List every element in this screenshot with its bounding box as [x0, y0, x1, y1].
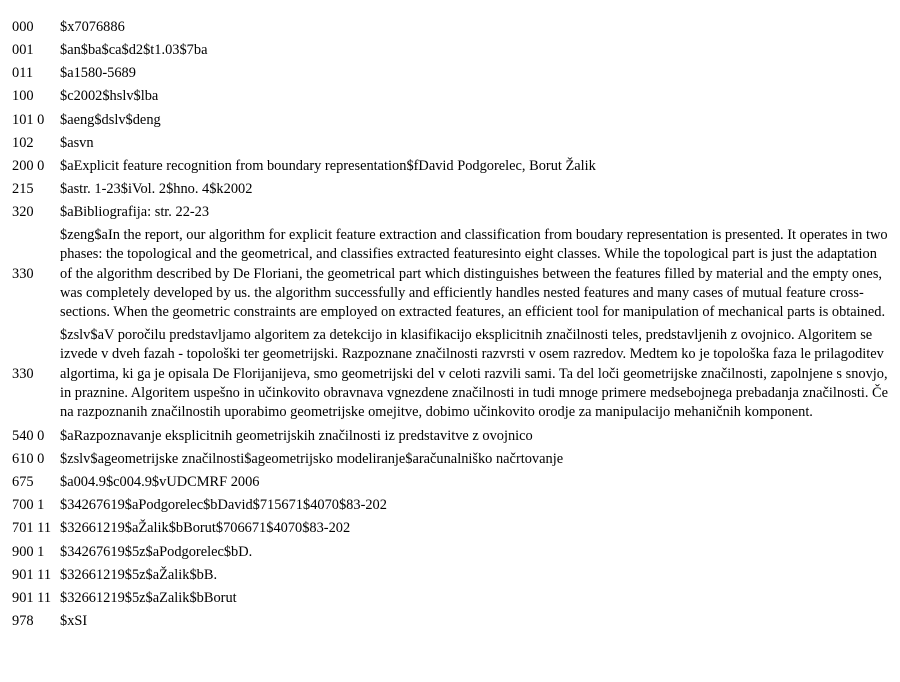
- field-tag: 901 11: [12, 566, 52, 583]
- field-value: $a1580-5689: [60, 65, 136, 82]
- field-tag: 901 11: [12, 589, 52, 606]
- field-value: $c2002$hslv$lba: [60, 88, 159, 105]
- field-value: $a004.9$c004.9$vUDCMRF 2006: [60, 474, 260, 491]
- field-value: $32661219$5z$aŽalik$bB.: [60, 566, 218, 583]
- field-tag: 701 11: [12, 520, 52, 537]
- field-value: $aExplicit feature recognition from boundary representation$fDavid Podgorelec, Borut Žalik: [60, 158, 596, 175]
- field-row-abstract-eng: [12, 225, 892, 325]
- field-row: [12, 425, 892, 448]
- field-tag: 900 1: [12, 543, 45, 560]
- field-row: [12, 494, 892, 517]
- field-tag: 215: [12, 181, 34, 198]
- field-value: $aeng$dslv$deng: [60, 111, 161, 128]
- field-tag: 000: [12, 18, 34, 35]
- field-row: [12, 471, 892, 494]
- field-tag: 330: [12, 265, 34, 282]
- field-value: $32661219$5z$aZalik$bBorut: [60, 589, 237, 606]
- field-row: [12, 541, 892, 564]
- field-row: [12, 587, 892, 610]
- field-value: $34267619$aPodgorelec$bDavid$715671$4070$83-202: [60, 497, 387, 514]
- field-row: [12, 109, 892, 132]
- field-row: [12, 132, 892, 155]
- field-tag: 100: [12, 88, 34, 105]
- field-value: $aBibliografija: str. 22-23: [60, 204, 210, 221]
- field-row-abstract-slv: [12, 325, 892, 425]
- field-tag: 540 0: [12, 427, 45, 444]
- field-tag: 700 1: [12, 497, 45, 514]
- field-row: [12, 62, 892, 85]
- field-tag: 001: [12, 42, 34, 59]
- field-tag: 675: [12, 474, 34, 491]
- field-row: [12, 610, 892, 633]
- field-value: $zslv$ageometrijske značilnosti$ageometrijsko modeliranje$aračunalniško načrtovanje: [60, 450, 564, 467]
- field-row: [12, 86, 892, 109]
- field-tag: 610 0: [12, 450, 45, 467]
- field-tag: 978: [12, 613, 34, 630]
- field-tag: 200 0: [12, 158, 45, 175]
- marc-record-table: [12, 16, 892, 633]
- field-row: [12, 16, 892, 39]
- field-tag: 102: [12, 134, 34, 151]
- field-row: [12, 178, 892, 201]
- field-row: [12, 518, 892, 541]
- field-tag: 320: [12, 204, 34, 221]
- field-tag: 011: [12, 65, 34, 82]
- field-value: $xSI: [60, 613, 88, 630]
- field-value: $34267619$5z$aPodgorelec$bD.: [60, 543, 253, 560]
- field-row: [12, 39, 892, 62]
- field-tag: 101 0: [12, 111, 45, 128]
- field-value: $asvn: [60, 134, 94, 151]
- field-row: [12, 155, 892, 178]
- field-value: $an$ba$ca$d2$t1.03$7ba: [60, 42, 208, 59]
- field-value: $astr. 1-23$iVol. 2$hno. 4$k2002: [60, 181, 253, 198]
- field-row: [12, 202, 892, 225]
- field-value: $x7076886: [60, 18, 125, 35]
- field-value: $zeng$aIn the report, our algorithm for explicit feature extraction and classification from boudary representation is presented. It operates in two phases: the topological and the geometrical, and classifies extracted featuresinto eight classes. While the topological part is just the adaptation of the algorithm described by De Floriani, the geometrical part which distinguishes between the features filled by material and the empty ones, was completely developed by us. the algorithm successfully and efficiently handles nested features and many cases of mutual feature cross-sections. When the geometric constraints are employed on extracted features, an efficient tool for manipulation of mechanical parts is obtained.: [60, 226, 888, 321]
- field-row: [12, 448, 892, 471]
- field-tag: 330: [12, 365, 34, 382]
- field-row: [12, 564, 892, 587]
- field-value: $aRazpoznavanje eksplicitnih geometrijskih značilnosti iz predstavitve z ovojnico: [60, 427, 533, 444]
- field-value: $32661219$aŽalik$bBorut$706671$4070$83-202: [60, 520, 351, 537]
- field-value: $zslv$aV poročilu predstavljamo algoritem za detekcijo in klasifikacijo eksplicitnih značilnosti teles, predstavljenih z ovojnico. Algoritem se izvede v dveh fazah - topološki ter geometrijski. Razpoznane značilnosti razvrsti v osem razredov. Medtem ko je topološka faza le prilagoditev algortima, ki ga je opisala De Florijanijeva, smo geometrijski del v celoti razvili sami. Ta del loči geometrijske značilnosti, zapolnjene s snovjo, in praznine. Algoritem uspešno in učinkovito obravnava vgnezdene značilnosti in tudi mnoge primere medsebojnega prebadanja značilnosti. Če na razpoznanih značilnostih uporabimo geometrijske omejitve, dobimo učinkovito orodje za manipulacijo mehaničnih komponent.: [60, 326, 889, 421]
